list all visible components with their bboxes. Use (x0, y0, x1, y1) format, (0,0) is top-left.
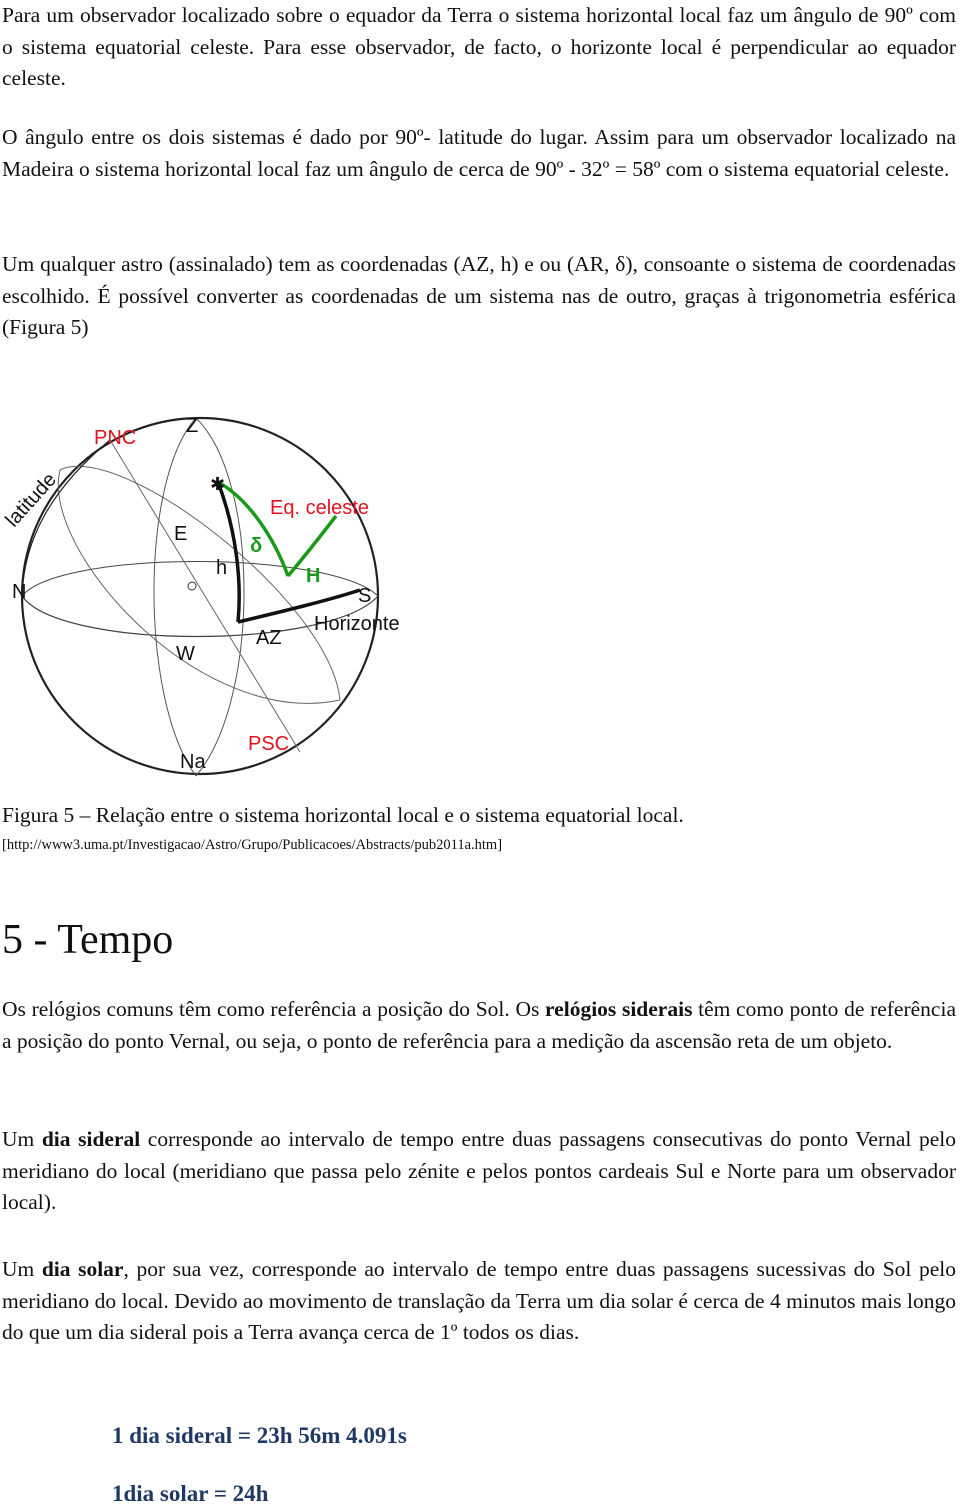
paragraph-equator-observer: Para um observador localizado sobre o equador da Terra o sistema horizontal local faz um ângulo de 90º com o sistema equatorial celeste. Para esse observador, de facto, o horizonte local é perpendicular ao equador celeste. (2, 3, 956, 90)
polar-axis (110, 440, 300, 752)
p4-text-a: Os relógios comuns têm como referência a posição do Sol. Os (2, 997, 546, 1021)
paragraph-angle-latitude: O ângulo entre os dois sistemas é dado por 90º- latitude do lugar. Assim para um observador localizado na Madeira o sistema horizontal local faz um ângulo de cerca de 90º - 32º = 58º com o sistema equatorial celeste. (2, 125, 956, 181)
altitude-arc (218, 482, 239, 622)
meridian-line-back (154, 418, 196, 776)
label-hour-angle-H: H (306, 565, 321, 587)
celestial-sphere-diagram (0, 400, 440, 780)
p5-text-a: Um (2, 1127, 42, 1151)
center-point (188, 582, 196, 590)
paragraph-dia-solar (2, 1254, 956, 1349)
formula-dia-sideral: 1 dia sideral = 23h 56m 4.091s (112, 1423, 407, 1448)
label-eq-celeste: Eq. celeste (270, 497, 369, 519)
p6-text-a: Um (2, 1257, 42, 1281)
star-marker-icon: ✱ (210, 474, 226, 494)
label-west: W (176, 643, 195, 665)
paragraph-dia-sideral (2, 1124, 956, 1219)
p4-bold-relogios-siderais: relógios siderais (545, 997, 693, 1021)
celestial-sphere-figure (0, 400, 440, 780)
latitude-arc (22, 440, 110, 596)
figure-caption: Figura 5 – Relação entre o sistema horizontal local e o sistema equatorial local. (2, 803, 684, 827)
formula-dia-solar: 1dia solar = 24h (112, 1481, 269, 1506)
label-nadir: Na (180, 751, 206, 773)
p6-bold-dia-solar: dia solar (41, 1257, 124, 1281)
p6-text-c: , por sua vez, corresponde ao intervalo de tempo entre duas passagens sucessivas do Sol pelo meridiano do local. Devido ao movimento de translação da Terra um dia solar é cerca de 4 minutos mais longo do que um dia sideral pois a Terra avança cerca de 1º todos os dias. (2, 1257, 956, 1344)
sphere-outline (22, 418, 378, 774)
meridian-line (196, 418, 244, 776)
label-east: E (174, 523, 188, 545)
label-pnc: PNC (94, 427, 137, 449)
paragraph-coordinates: Um qualquer astro (assinalado) tem as coordenadas (AZ, h) e ou (AR, δ), consoante o sistema de coordenadas escolhido. É possível converter as coordenadas de um sistema nas de outro, graças à trigonometria esférica (Figura 5) (2, 252, 956, 339)
p4-text-c: têm como ponto de referência a posição do ponto Vernal, ou seja, o ponto de referência para a medição da ascensão reta de um objeto. (2, 997, 956, 1053)
label-azimuth: AZ (256, 627, 282, 649)
label-south: S (358, 585, 372, 607)
horizon-back (22, 562, 378, 597)
label-latitude: latitude (1, 468, 61, 532)
label-psc: PSC (248, 733, 290, 755)
p5-bold-dia-sideral: dia sideral (41, 1127, 141, 1151)
label-horizonte: Horizonte (314, 613, 400, 635)
p5-text-c: corresponde ao intervalo de tempo entre duas passagens consecutivas do ponto Vernal pelo meridiano do local (meridiano que passa pelo zénite e pelos pontos cardeais Sul e Norte para um observador local). (2, 1127, 957, 1214)
label-north: N (12, 581, 27, 603)
label-delta: δ (250, 535, 263, 557)
label-altitude-h: h (216, 557, 228, 579)
figure-source-url: [http://www3.uma.pt/Investigacao/Astro/Grupo/Publicacoes/Abstracts/pub2011a.htm] (2, 837, 503, 853)
label-zenith: Z (186, 415, 199, 437)
section-heading-tempo: 5 - Tempo (2, 917, 174, 963)
paragraph-relogios (2, 994, 956, 1057)
